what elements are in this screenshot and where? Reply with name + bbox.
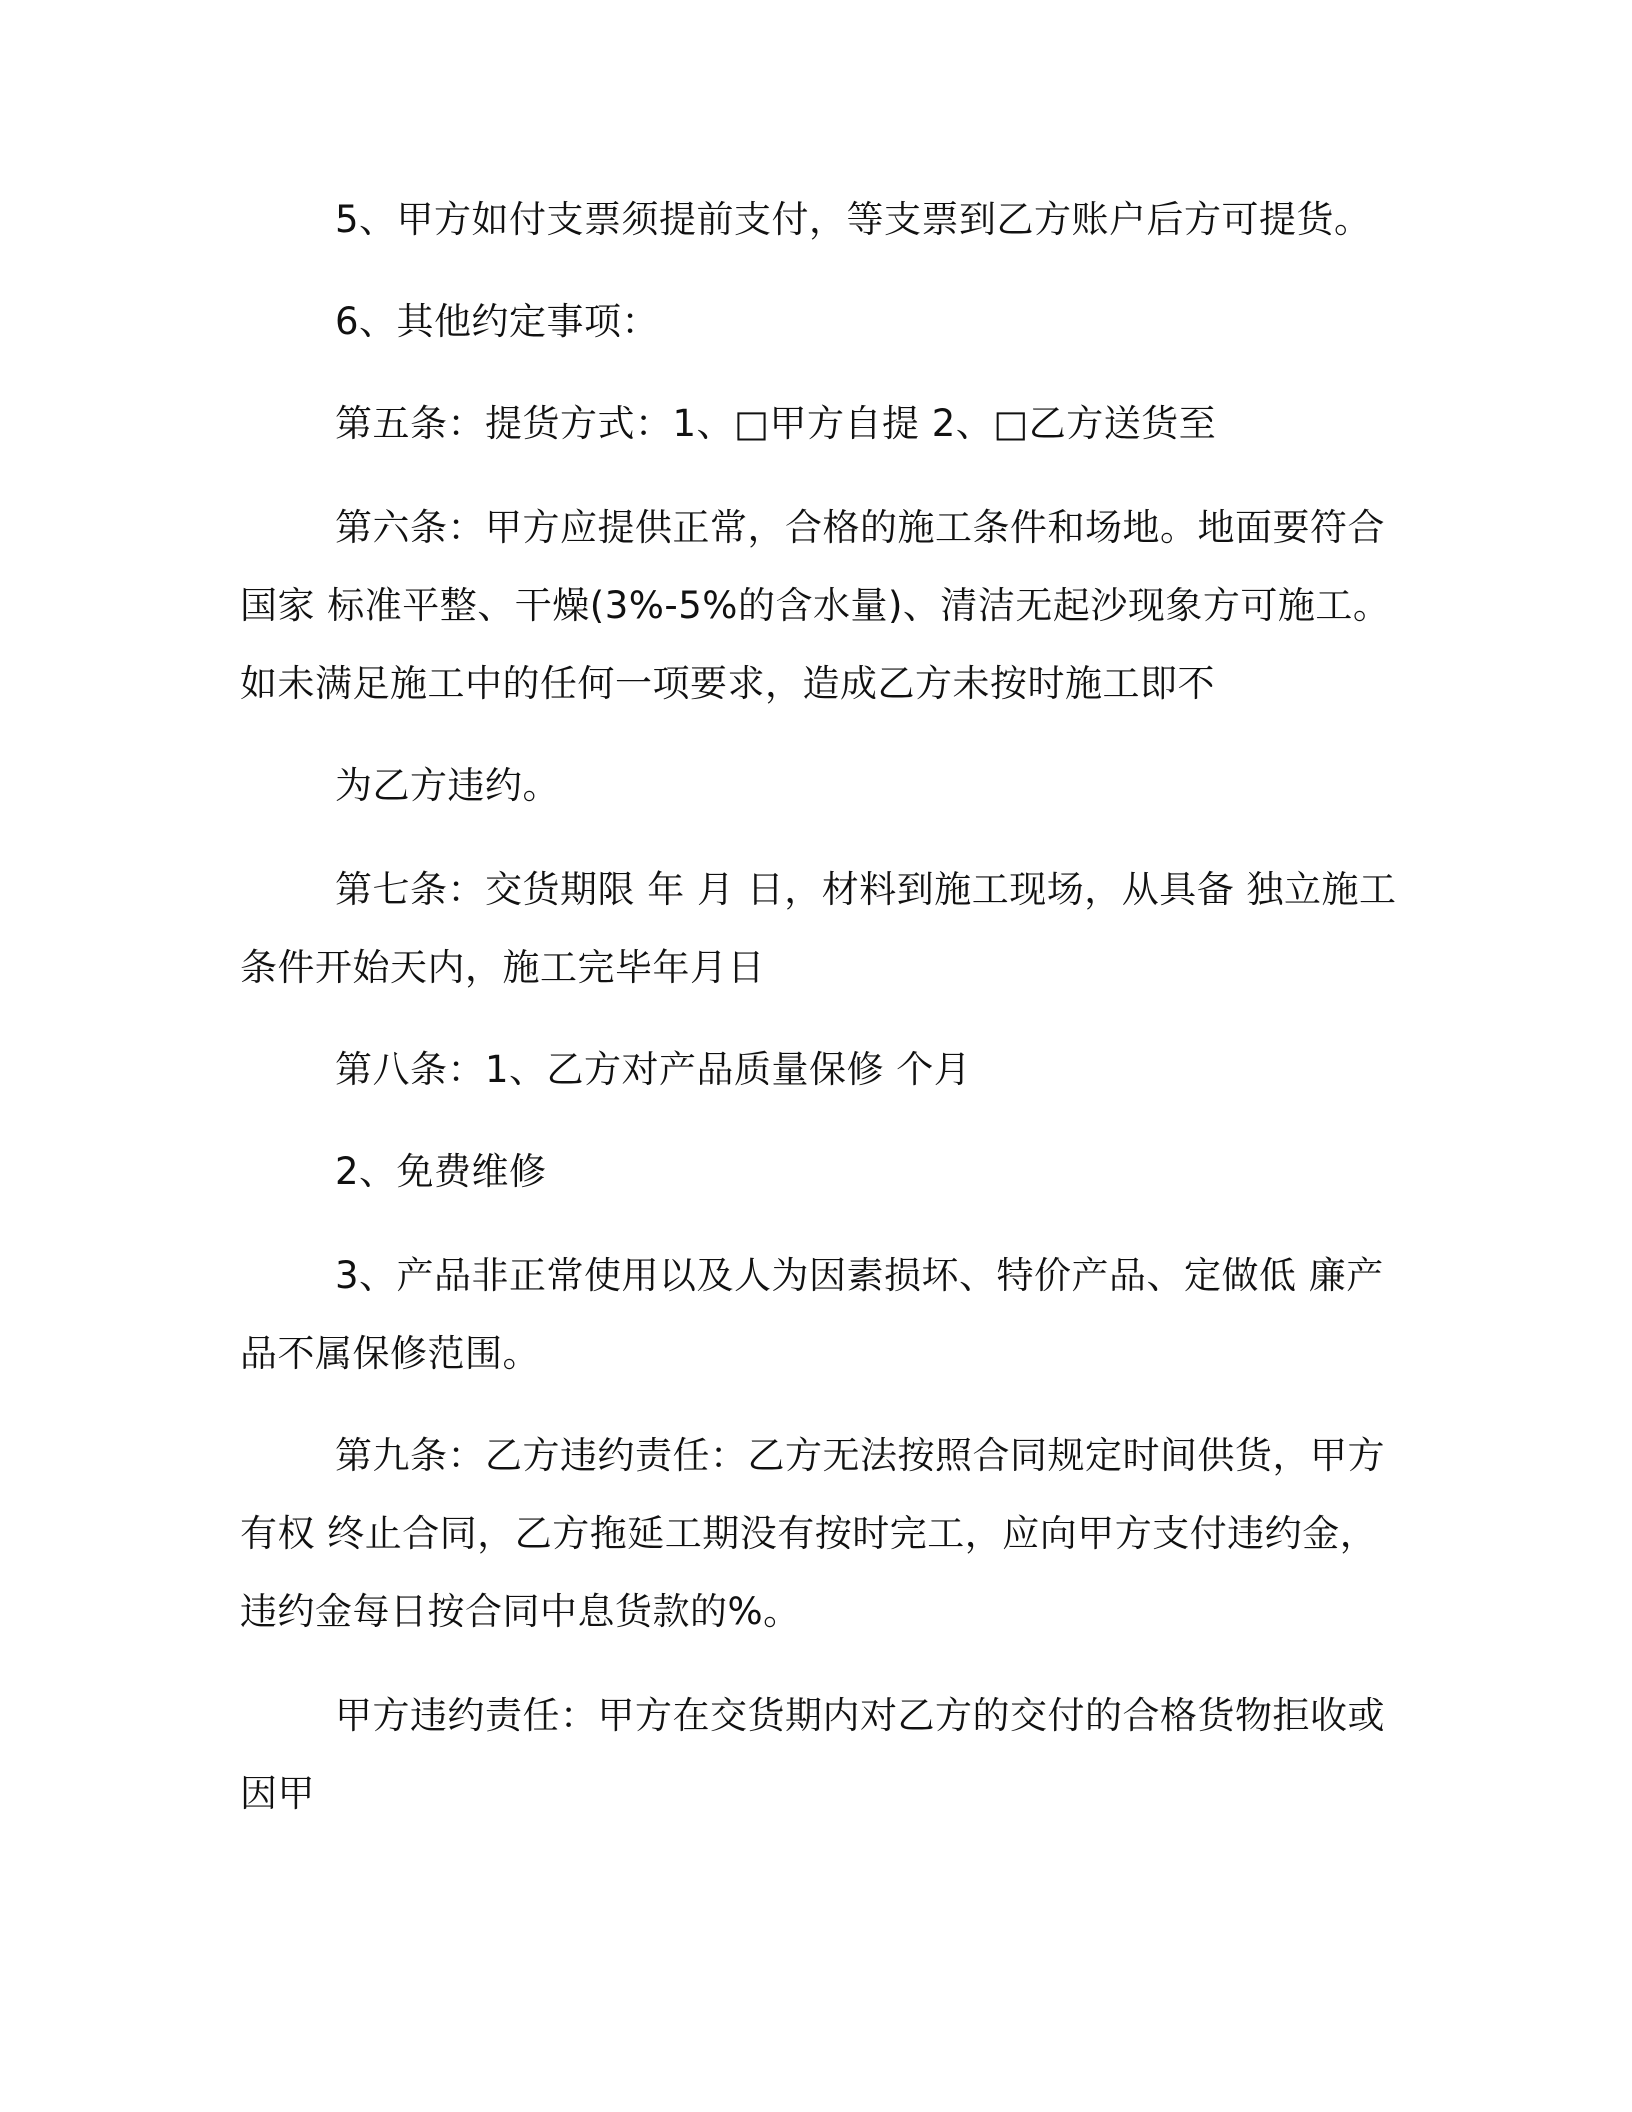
article-8-item-3-line-2: 品不属保修范围。 [240,1332,540,1375]
article-9-line-2: 有权 终止合同，乙方拖延工期没有按时完工，应向甲方支付违约金， [240,1512,1378,1555]
party-a-liability-line-1: 甲方违约责任：甲方在交货期内对乙方的交付的合格货物拒收或 [335,1694,1385,1737]
article-6-line-1: 第六条：甲方应提供正常，合格的施工条件和场地。地面要符合 [335,506,1385,549]
article-8-item-3-line-1: 3、产品非正常使用以及人为因素损坏、特价产品、定做低 廉产 [335,1254,1384,1297]
article-6-line-2: 国家 标准平整、干燥(3%-5%的含水量)、清洁无起沙现象方可施工。 [240,584,1391,627]
paragraph-5-line-1: 5、甲方如付支票须提前支付，等支票到乙方账户后方可提货。 [335,198,1372,241]
article-5-line-1: 第五条：提货方式：1、□甲方自提 2、□乙方送货至 [335,402,1217,445]
party-a-liability-line-2: 因甲 [240,1772,315,1815]
article-8-line-1: 第八条：1、乙方对产品质量保修 个月 [335,1048,972,1091]
paragraph-6-line-1: 6、其他约定事项： [335,300,660,343]
article-7-line-2: 条件开始天内，施工完毕年月日 [240,946,765,989]
article-6-continuation: 为乙方违约。 [335,764,560,807]
article-9-line-1: 第九条：乙方违约责任：乙方无法按照合同规定时间供货，甲方 [335,1434,1385,1477]
article-6-line-3: 如未满足施工中的任何一项要求，造成乙方未按时施工即不 [240,662,1215,705]
article-9-line-3: 违约金每日按合同中息货款的%。 [240,1590,801,1633]
article-7-line-1: 第七条：交货期限 年 月 日，材料到施工现场，从具备 独立施工 [335,868,1397,911]
article-8-item-2: 2、免费维修 [335,1150,547,1193]
